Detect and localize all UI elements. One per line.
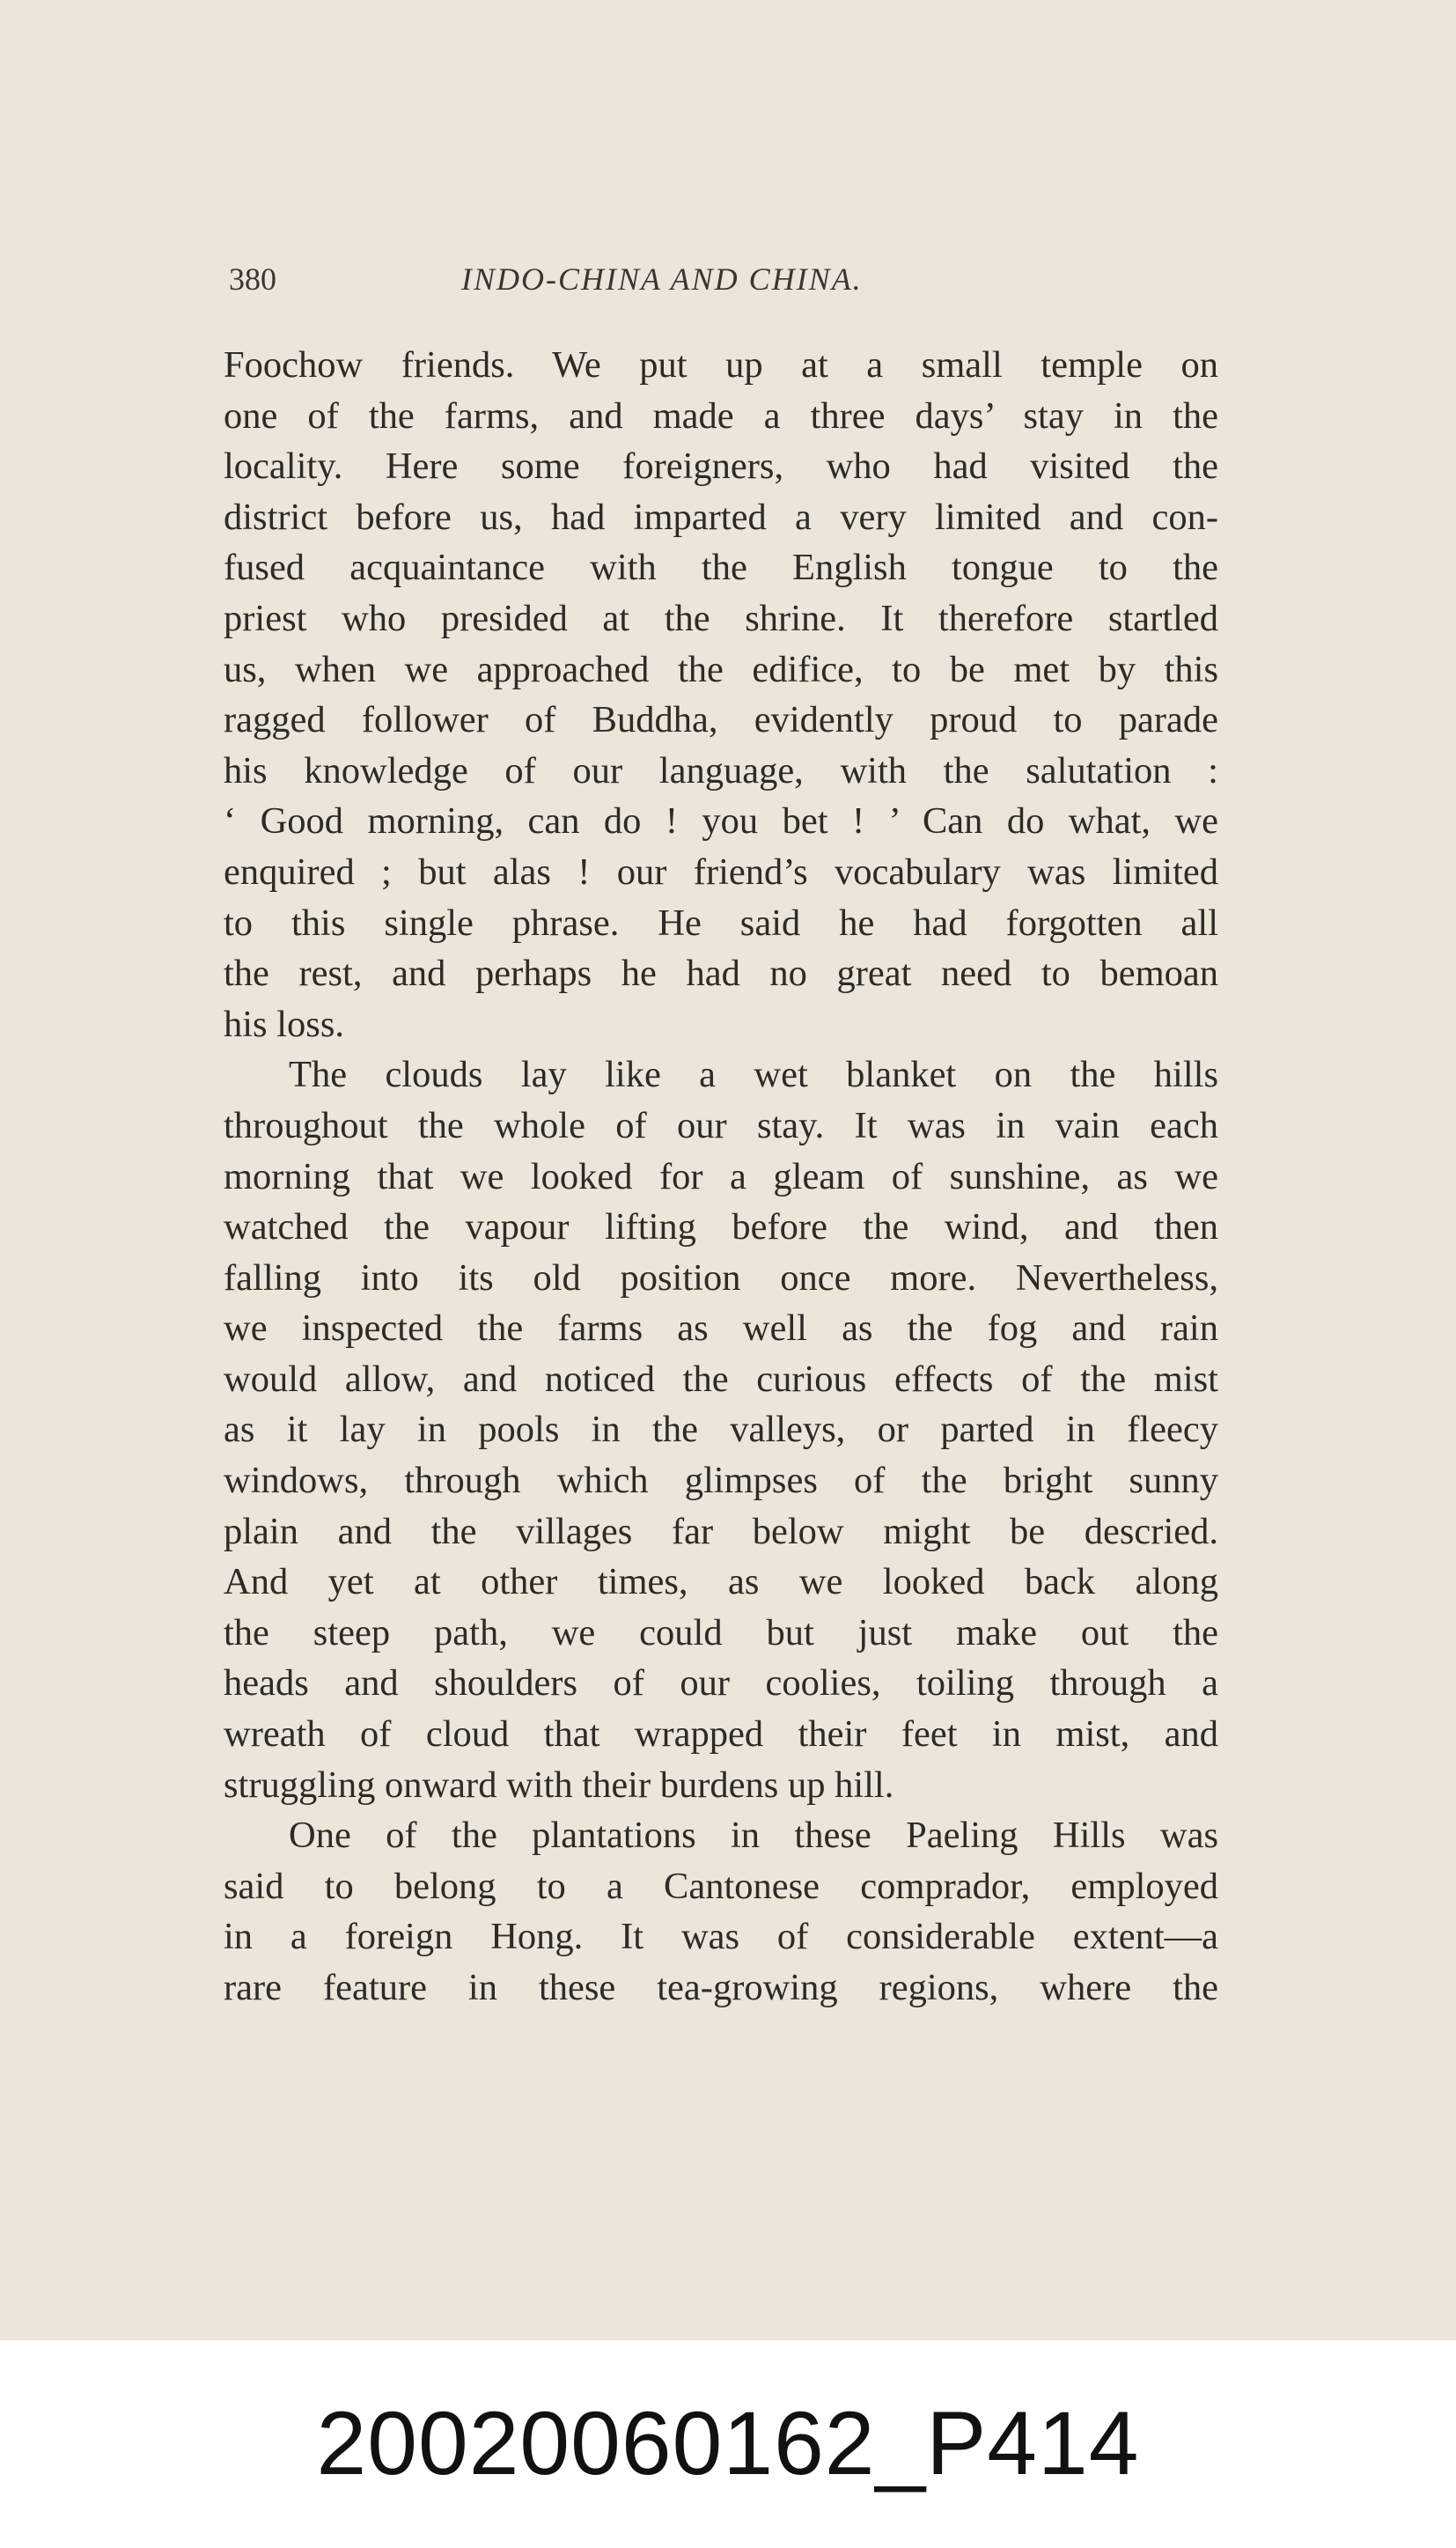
text-line: enquired ; but alas ! our friend’s vocabulary was limited	[224, 851, 1218, 893]
text-line: One of the plantations in these Paeling Hills was	[289, 1815, 1218, 1857]
text-line: in a foreign Hong. It was of considerable extent—a	[224, 1916, 1218, 1958]
paragraph	[224, 1810, 1218, 2013]
text-line: his loss.	[224, 1003, 344, 1045]
text-line: heads and shoulders of our coolies, toiling through a	[224, 1662, 1218, 1705]
paragraph	[224, 340, 1218, 1049]
text-line: his knowledge of our language, with the salutation :	[224, 749, 1218, 792]
text-line: the rest, and perhaps he had no great need to bemoan	[224, 953, 1218, 995]
text-line: morning that we looked for a gleam of sunshine, as we	[224, 1155, 1218, 1197]
paragraph	[224, 1049, 1218, 1810]
text-line: fused acquaintance with the English tongue to the	[224, 547, 1218, 589]
text-line: struggling onward with their burdens up hill.	[224, 1764, 894, 1806]
text-line: district before us, had imparted a very limited and con-	[224, 496, 1218, 538]
running-title: INDO-CHINA AND CHINA.	[461, 261, 863, 297]
page-number: 380	[229, 261, 276, 297]
text-line: plain and the villages far below might be descried.	[224, 1510, 1218, 1552]
text-line: would allow, and noticed the curious effects of the mist	[224, 1358, 1218, 1400]
archive-id-label: 20020060162_P414	[316, 2393, 1140, 2493]
running-head	[224, 261, 1218, 313]
text-line: the steep path, we could but just make out the	[224, 1611, 1218, 1653]
text-line: wreath of cloud that wrapped their feet in mist, and	[224, 1713, 1218, 1756]
text-line: ‘ Good morning, can do ! you bet ! ’ Can do what, we	[224, 800, 1218, 843]
text-line: throughout the whole of our stay. It was in vain each	[224, 1104, 1218, 1146]
text-line: we inspected the farms as well as the fog and rain	[224, 1307, 1218, 1350]
text-line: ragged follower of Buddha, evidently proud to parade	[224, 699, 1218, 741]
text-line: to this single phrase. He said he had forgotten all	[224, 902, 1218, 944]
text-line: priest who presided at the shrine. It therefore startled	[224, 597, 1218, 639]
text-line: And yet at other times, as we looked back along	[224, 1561, 1218, 1603]
text-line: as it lay in pools in the valleys, or parted in fleecy	[224, 1409, 1218, 1451]
text-line: Foochow friends. We put up at a small temple on	[224, 344, 1218, 386]
text-line: falling into its old position once more. Nevertheless,	[224, 1256, 1218, 1299]
text-line: locality. Here some foreigners, who had visited the	[224, 446, 1218, 488]
text-line: said to belong to a Cantonese comprador, employed	[224, 1865, 1218, 1907]
text-line: rare feature in these tea-growing regions, where the	[224, 1967, 1218, 2008]
body-text	[224, 340, 1218, 2014]
text-line: The clouds lay like a wet blanket on the hills	[289, 1054, 1218, 1096]
text-line: us, when we approached the edifice, to be met by this	[224, 648, 1218, 690]
text-line: watched the vapour lifting before the wind, and then	[224, 1206, 1218, 1248]
text-line: windows, through which glimpses of the bright sunny	[224, 1460, 1218, 1502]
text-line: one of the farms, and made a three days’ stay in the	[224, 394, 1218, 437]
